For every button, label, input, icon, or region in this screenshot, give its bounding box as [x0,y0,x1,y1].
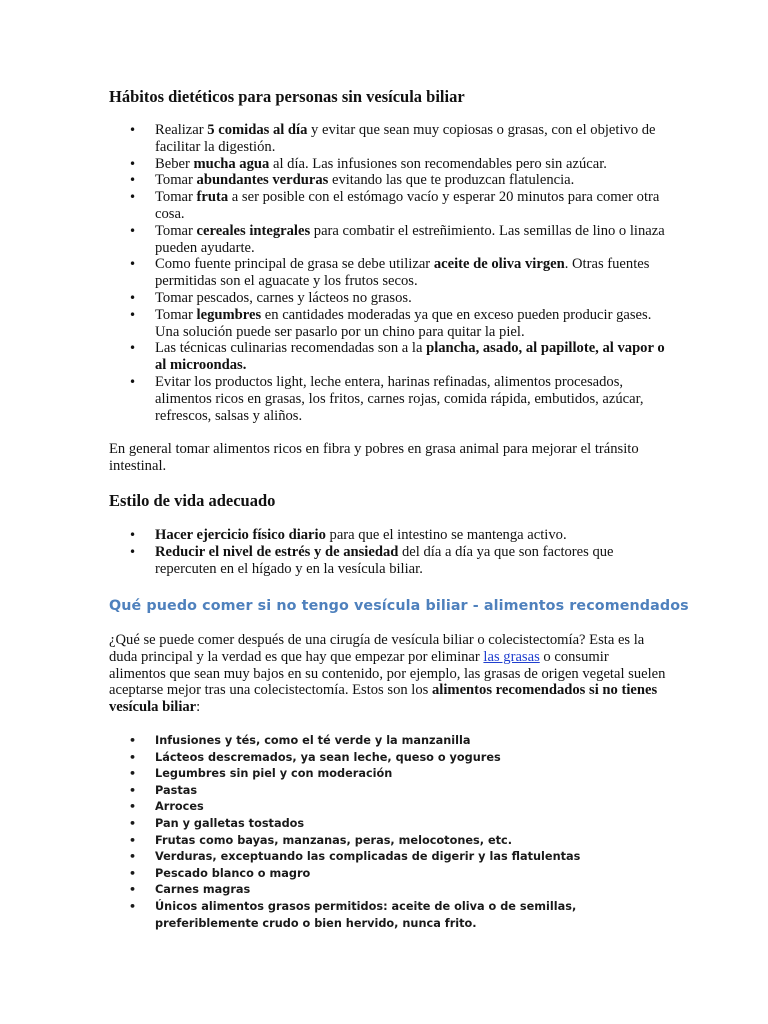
general-recommendation-paragraph: En general tomar alimentos ricos en fibra y pobres en grasa animal para mejorar el tránsito intestinal. [109,441,639,474]
dietary-habits-list [109,122,669,424]
list-item: • Carnes magras [109,882,669,899]
list-item: • Tomar abundantes verduras evitando las que te produzcan flatulencia. [109,172,669,189]
lifestyle-list [109,527,669,577]
list-item: • Legumbres sin piel y con moderación [109,766,669,783]
list-item: • Infusiones y tés, como el té verde y la manzanilla [109,733,669,750]
list-item: • Tomar legumbres en cantidades moderadas ya que en exceso pueden producir gases. Una solución puede ser pasarlo por un chino para quitar la piel. [109,307,669,341]
list-item: • Pan y galletas tostados [109,816,669,833]
list-item: • Las técnicas culinarias recomendadas son a la plancha, asado, al papillote, al vapor o al microondas. [109,340,669,374]
list-item: • Como fuente principal de grasa se debe utilizar aceite de oliva virgen. Otras fuentes permitidas son el aguacate y los frutos secos. [109,256,669,290]
list-item: • Beber mucha agua al día. Las infusiones son recomendables pero sin azúcar. [109,156,669,173]
list-item: • Lácteos descremados, ya sean leche, queso o yogures [109,750,669,767]
list-item: • Reducir el nivel de estrés y de ansiedad del día a día ya que son factores que repercuten en el hígado y en la vesícula biliar. [109,544,669,578]
section-title-lifestyle: Estilo de vida adecuado [109,491,276,510]
list-item: • Hacer ejercicio físico diario para que el intestino se mantenga activo. [109,527,669,544]
list-item: • Frutas como bayas, manzanas, peras, melocotones, etc. [109,833,669,850]
list-item: • Únicos alimentos grasos permitidos: aceite de oliva o de semillas, preferiblemente crudo o bien hervido, nunca frito. [109,899,669,932]
list-item: • Arroces [109,799,669,816]
list-item: • Evitar los productos light, leche entera, harinas refinadas, alimentos procesados, alimentos ricos en grasas, los fritos, carnes rojas, comida rápida, embutidos, azúcar, refrescos, salsas y aliños. [109,374,669,424]
list-item: • Pescado blanco o magro [109,866,669,883]
recommended-foods-list [109,733,669,932]
list-item: • Realizar 5 comidas al día y evitar que sean muy copiosas o grasas, con el objetivo de facilitar la digestión. [109,122,669,156]
list-item: • Verduras, exceptuando las complicadas de digerir y las flatulentas [109,849,669,866]
las-grasas-link[interactable]: las grasas [483,648,540,665]
list-item: • Tomar pescados, carnes y lácteos no grasos. [109,290,669,307]
list-item: • Tomar cereales integrales para combatir el estreñimiento. Las semillas de lino o linaza pueden ayudarte. [109,223,669,257]
recommended-foods-intro: ¿Qué se puede comer después de una cirugía de vesícula biliar o colecistectomía? Esta es la duda principal y la verdad es que hay que empezar por eliminar las grasas o consumir alimentos que sean muy bajos en su contenido, por ejemplo, las grasas de origen vegetal suelen aceptarse mejor tras una colecistectomía. Estos son los alimentos recomendados si no tienes vesícula biliar: [109,632,666,716]
list-item: • Tomar fruta a ser posible con el estómago vacío y esperar 20 minutos para comer otra cosa. [109,189,669,223]
list-item: • Pastas [109,783,669,800]
section-title-dietary-habits: Hábitos dietéticos para personas sin vesícula biliar [109,87,465,106]
section-title-recommended-foods: Qué puedo comer si no tengo vesícula biliar - alimentos recomendados [109,598,689,614]
